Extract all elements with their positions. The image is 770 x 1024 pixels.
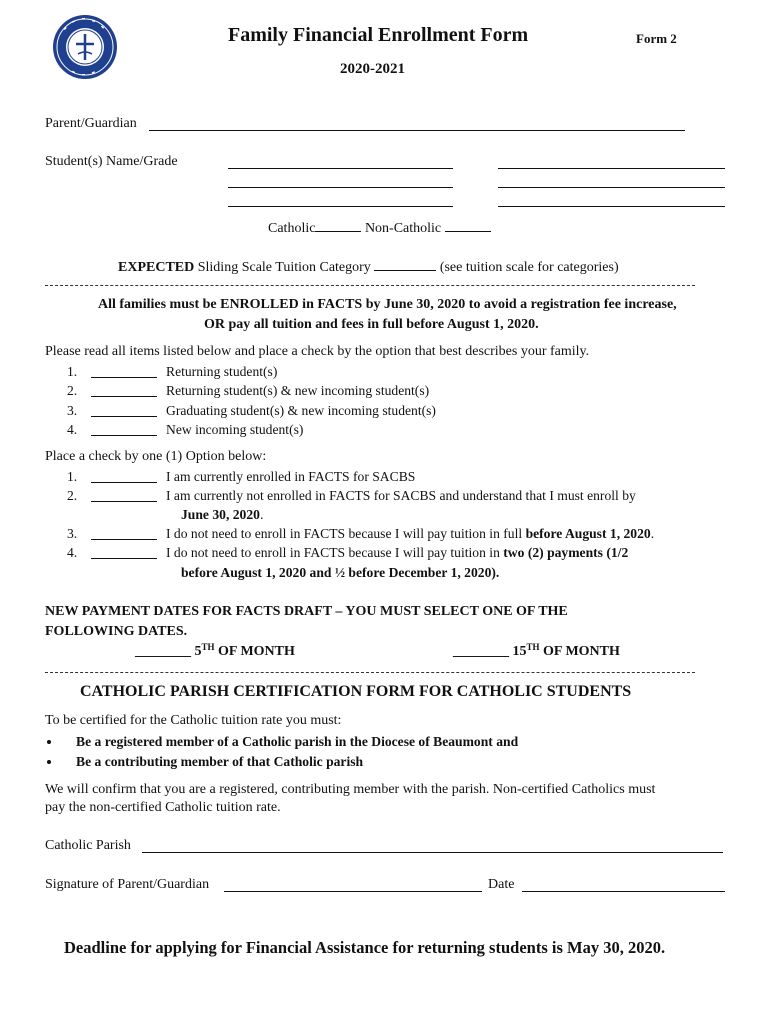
list-item: • Be a contributing member of that Catholic parish xyxy=(62,754,518,770)
catholic-parish-label: Catholic Parish xyxy=(45,838,131,853)
ordinal-suffix: TH xyxy=(201,642,215,652)
payment-blank[interactable]: ________ xyxy=(135,644,191,659)
item-text: Returning student(s) & new incoming student(s) xyxy=(166,383,430,398)
check-blank[interactable] xyxy=(91,396,157,397)
expected-row xyxy=(118,258,619,276)
religion-row xyxy=(268,219,491,237)
school-year: 2020-2021 xyxy=(340,61,405,77)
item-continuation xyxy=(181,507,263,523)
period: . xyxy=(650,526,655,541)
check-blank[interactable] xyxy=(91,416,157,417)
check-blank[interactable] xyxy=(91,435,157,436)
non-catholic-label: Non-Catholic xyxy=(364,221,442,236)
of-month: OF MONTH xyxy=(214,644,295,659)
section2-intro: Place a check by one (1) Option below: xyxy=(45,449,267,464)
item-text: Graduating student(s) & new incoming student(s) xyxy=(166,403,436,418)
item-text: New incoming student(s) xyxy=(166,422,304,437)
confirm-line-2: pay the non-certified Catholic tuition rate. xyxy=(45,800,281,815)
notice-line-1: All families must be ENROLLED in FACTS by June 30, 2020 to avoid a registration fee increase, xyxy=(98,297,677,312)
check-blank[interactable] xyxy=(91,377,157,378)
signature-label: Signature of Parent/Guardian xyxy=(45,877,210,892)
payment-heading-line-2: FOLLOWING DATES. xyxy=(45,624,188,639)
item-number: 1. xyxy=(67,364,78,379)
student-field-1[interactable] xyxy=(228,168,453,169)
dashed-divider xyxy=(45,672,695,673)
item-text xyxy=(166,545,628,561)
students-label: Student(s) Name/Grade xyxy=(45,154,178,169)
expected-lead: EXPECTED xyxy=(118,260,195,275)
item-number: 4. xyxy=(67,422,78,437)
deadline-notice: Deadline for applying for Financial Assistance for returning students is May 30, 2020. xyxy=(64,938,666,957)
day-number: 5 xyxy=(194,644,202,659)
item-number: 4. xyxy=(67,545,78,560)
student-field-4[interactable] xyxy=(498,187,725,188)
non-catholic-blank[interactable] xyxy=(445,219,491,232)
student-field-3[interactable] xyxy=(228,187,453,188)
item-text: I am currently not enrolled in FACTS for SACBS and understand that I must enroll by xyxy=(166,488,636,503)
item-text-bold: before August 1, 2020 xyxy=(525,526,651,541)
dashed-divider xyxy=(45,285,695,286)
item-text: Returning student(s) xyxy=(166,364,278,379)
date-field[interactable] xyxy=(522,891,725,892)
student-field-5[interactable] xyxy=(228,206,453,207)
catholic-parish-field[interactable] xyxy=(142,852,723,853)
form-title: Family Financial Enrollment Form xyxy=(228,24,529,46)
signature-field[interactable] xyxy=(224,891,482,892)
payment-blank[interactable]: ________ xyxy=(453,644,509,659)
expected-label: Sliding Scale Tuition Category xyxy=(194,260,371,275)
date-label: Date xyxy=(488,877,515,892)
item-text-plain: I do not need to enroll in FACTS because I will pay tuition in full xyxy=(166,526,526,541)
payment-heading-line-1: NEW PAYMENT DATES FOR FACTS DRAFT – YOU MUST SELECT ONE OF THE xyxy=(45,604,568,619)
payment-option-5th[interactable] xyxy=(135,644,295,660)
item-number: 1. xyxy=(67,469,78,484)
section1-intro: Please read all items listed below and place a check by the option that best describes your family. xyxy=(45,344,590,359)
check-blank[interactable] xyxy=(91,482,157,483)
certification-heading: CATHOLIC PARISH CERTIFICATION FORM FOR CATHOLIC STUDENTS xyxy=(80,683,632,700)
item-number: 3. xyxy=(67,403,78,418)
student-field-6[interactable] xyxy=(498,206,725,207)
item-number: 3. xyxy=(67,526,78,541)
catholic-blank[interactable] xyxy=(315,219,361,232)
item-number: 2. xyxy=(67,488,78,503)
item-text: I am currently enrolled in FACTS for SACBS xyxy=(166,469,416,484)
item-text-plain: I do not need to enroll in FACTS because I will pay tuition in xyxy=(166,545,504,560)
period: . xyxy=(259,507,264,522)
parent-guardian-label: Parent/Guardian xyxy=(45,116,137,131)
parent-guardian-field[interactable] xyxy=(149,130,685,131)
student-field-2[interactable] xyxy=(498,168,725,169)
ordinal-suffix: TH xyxy=(526,642,540,652)
tuition-category-blank[interactable] xyxy=(374,258,436,271)
check-blank[interactable] xyxy=(91,558,157,559)
item-text xyxy=(166,526,654,542)
confirm-line-1: We will confirm that you are a registered, contributing member with the parish. Non-certified Catholics must xyxy=(45,782,656,797)
payment-option-15th[interactable] xyxy=(453,644,620,660)
item-continuation: before August 1, 2020 and ½ before December 1, 2020). xyxy=(181,565,500,580)
deadline-date: June 30, 2020 xyxy=(181,507,260,522)
form-number: Form 2 xyxy=(636,31,677,46)
list-item: • Be a registered member of a Catholic parish in the Diocese of Beaumont and xyxy=(62,734,518,750)
of-month: OF MONTH xyxy=(539,644,620,659)
check-blank[interactable] xyxy=(91,501,157,502)
catholic-label: Catholic xyxy=(268,221,316,236)
school-seal-logo xyxy=(52,14,118,80)
check-blank[interactable] xyxy=(91,539,157,540)
certification-intro: To be certified for the Catholic tuition rate you must: xyxy=(45,713,342,728)
day-number: 15 xyxy=(512,644,527,659)
item-text-bold: two (2) payments (1/2 xyxy=(503,545,629,560)
certification-requirements xyxy=(48,734,518,774)
expected-suffix: (see tuition scale for categories) xyxy=(439,260,619,275)
notice-line-2: OR pay all tuition and fees in full before August 1, 2020. xyxy=(204,317,539,332)
item-number: 2. xyxy=(67,383,78,398)
